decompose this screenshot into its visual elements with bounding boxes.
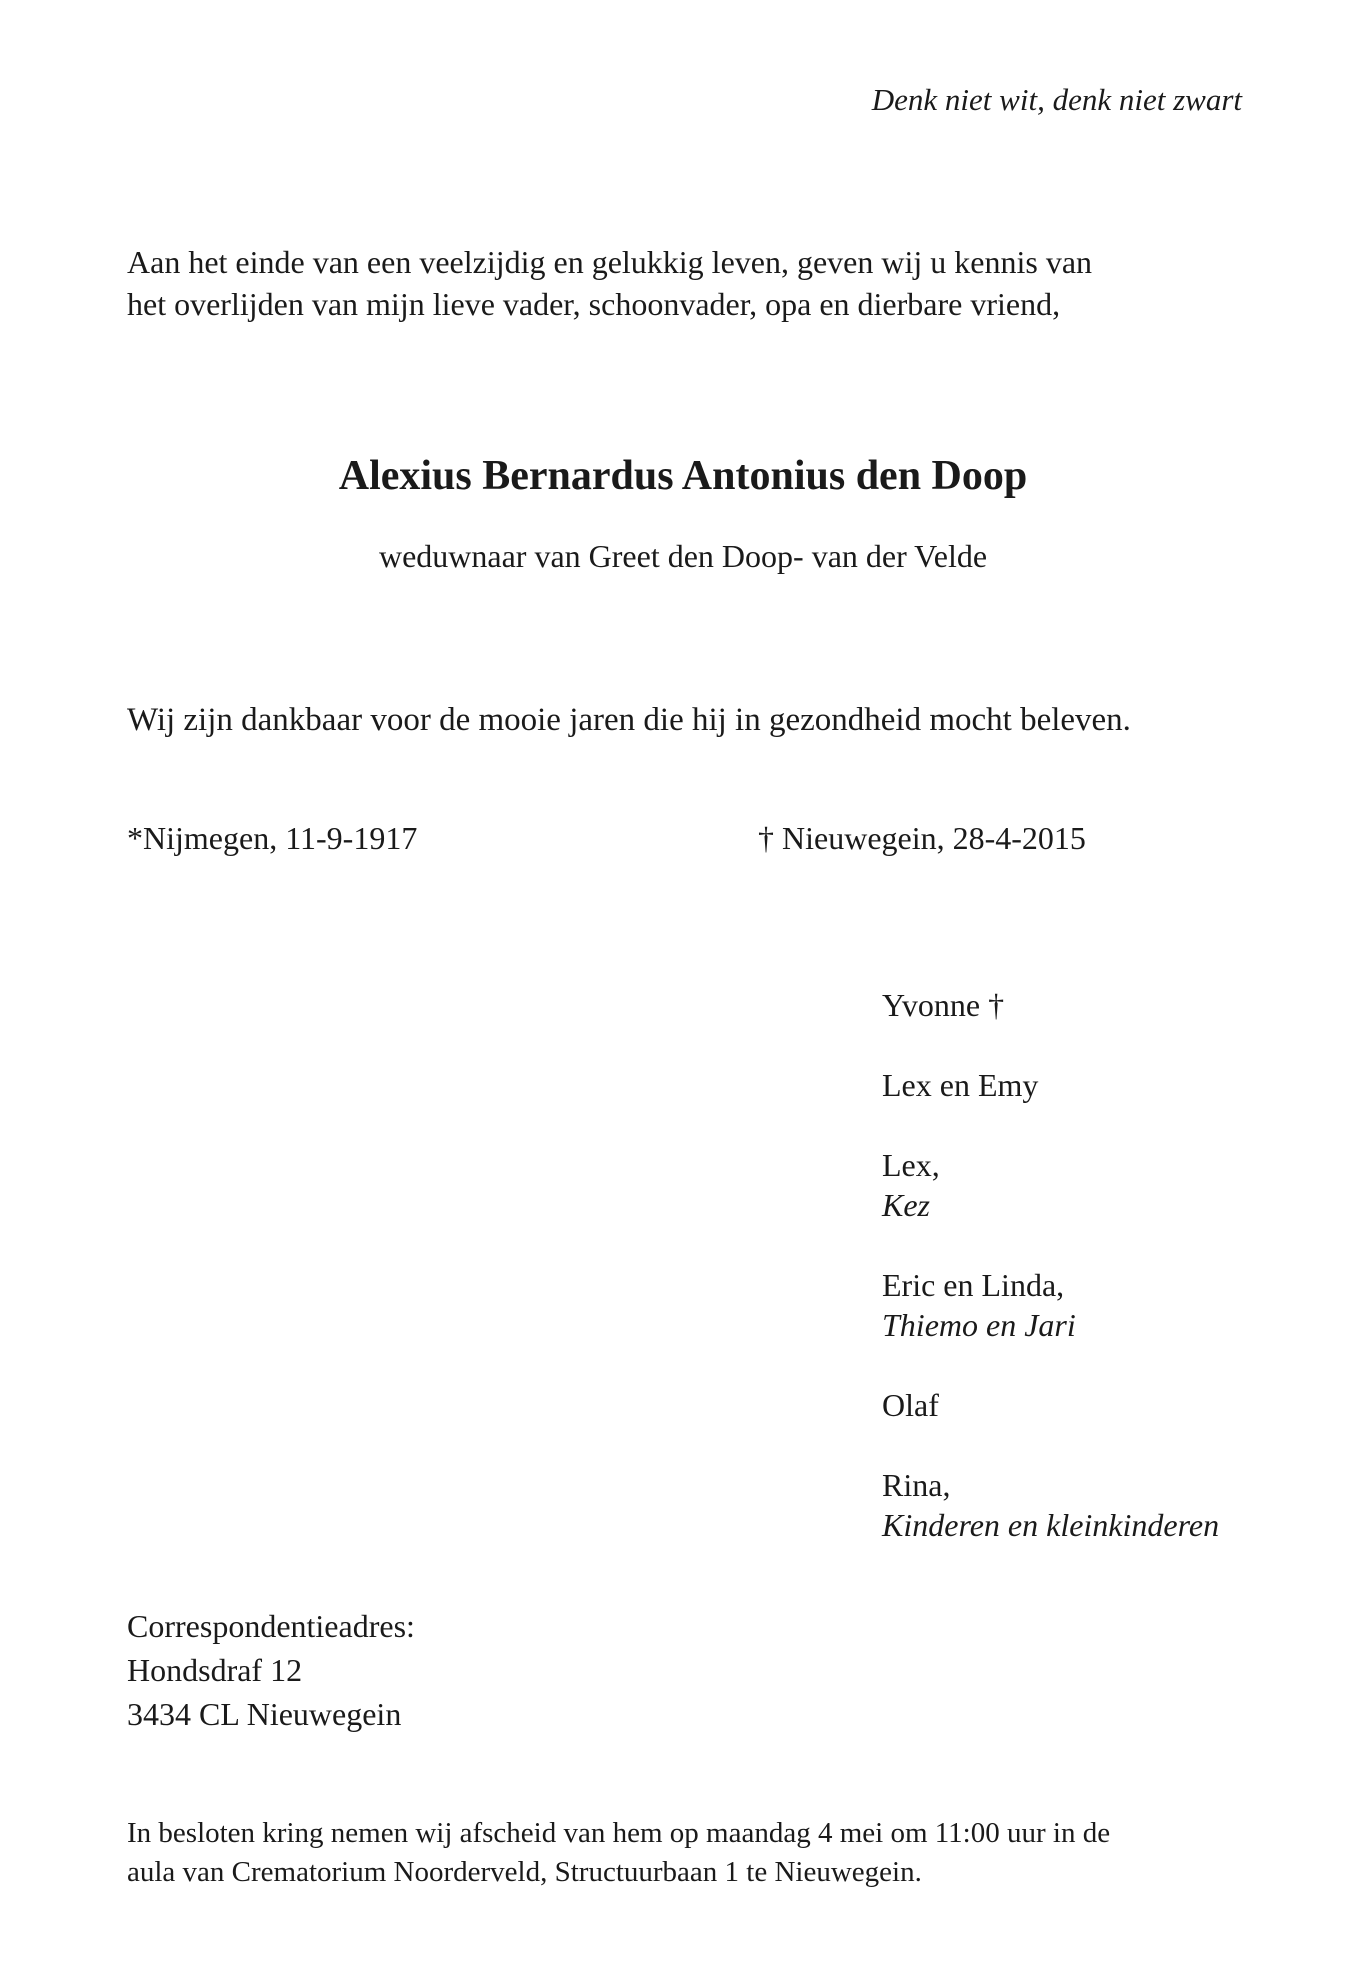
intro-line-1: Aan het einde van een veelzijdig en gelukkig leven, geven wij u kennis van bbox=[127, 244, 1093, 280]
family-group bbox=[882, 985, 1219, 1025]
intro-paragraph bbox=[127, 241, 1247, 325]
family-group bbox=[882, 1465, 1219, 1545]
widower-line: weduwnaar van Greet den Doop- van der Velde bbox=[378, 538, 988, 574]
gratitude-line: Wij zijn dankbaar voor de mooie jaren die hij in gezondheid mocht beleven. bbox=[127, 702, 1131, 738]
family-member: Lex en Emy bbox=[882, 1067, 1039, 1103]
family-member: Eric en Linda, bbox=[882, 1267, 1065, 1303]
family-children: Kinderen en kleinkinderen bbox=[882, 1507, 1220, 1543]
family-group bbox=[882, 1385, 1219, 1425]
family-children: Thiemo en Jari bbox=[882, 1307, 1076, 1343]
deceased-name: Alexius Bernardus Antonius den Doop bbox=[338, 453, 1028, 499]
service-details bbox=[127, 1814, 1110, 1892]
service-line-1: In besloten kring nemen wij afscheid van hem op maandag 4 mei om 11:00 uur in de bbox=[127, 1817, 1111, 1849]
intro-line-2: het overlijden van mijn lieve vader, schoonvader, opa en dierbare vriend, bbox=[127, 286, 1061, 322]
family-member: Lex, bbox=[882, 1147, 940, 1183]
family-member: Olaf bbox=[882, 1387, 939, 1423]
address-street: Hondsdraf 12 bbox=[127, 1652, 303, 1688]
service-line-2: aula van Crematorium Noorderveld, Structuurbaan 1 te Nieuwegein. bbox=[127, 1856, 922, 1888]
family-children: Kez bbox=[882, 1187, 930, 1223]
address-city: 3434 CL Nieuwegein bbox=[127, 1696, 402, 1732]
correspondence-address bbox=[127, 1604, 415, 1736]
family-group bbox=[882, 1265, 1219, 1345]
birth-date: *Nijmegen, 11-9-1917 bbox=[127, 820, 418, 856]
family-member: Yvonne † bbox=[882, 987, 1005, 1023]
motto: Denk niet wit, denk niet zwart bbox=[871, 82, 1242, 117]
family-group bbox=[882, 1065, 1219, 1105]
family-list bbox=[882, 985, 1219, 1585]
death-date: † Nieuwegein, 28-4-2015 bbox=[758, 820, 1086, 856]
family-group bbox=[882, 1145, 1219, 1225]
family-member: Rina, bbox=[882, 1467, 951, 1503]
address-label: Correspondentieadres: bbox=[127, 1608, 415, 1644]
